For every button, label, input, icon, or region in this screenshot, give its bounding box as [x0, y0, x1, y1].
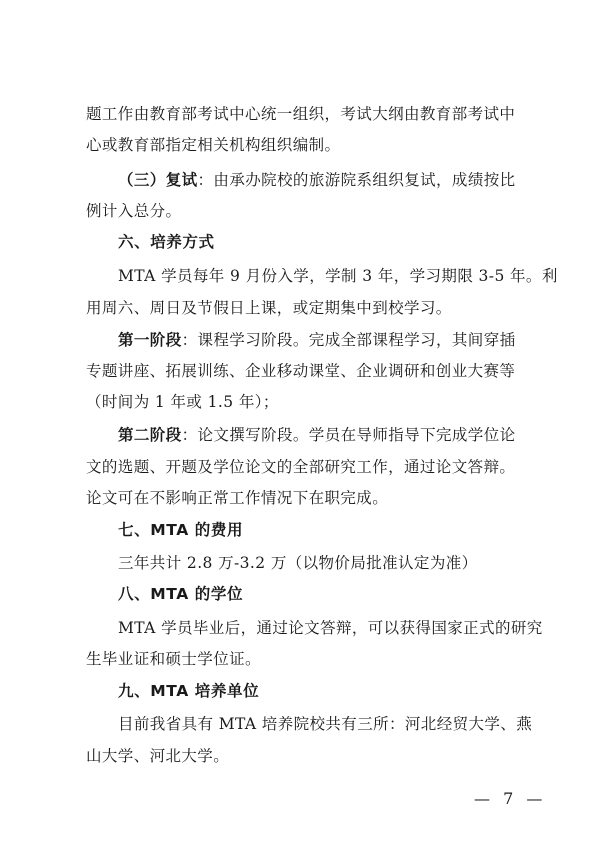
- paragraph-line: 心或教育部指定相关机构组织编制。: [86, 136, 341, 154]
- section-heading-training-mode: 六、培养方式: [118, 233, 215, 251]
- paragraph-line: 目前我省具有 MTA 培养院校共有三所：河北经贸大学、燕: [118, 715, 533, 733]
- section-heading-fees: 七、MTA 的费用: [118, 521, 244, 539]
- retest-label: （三）复试: [118, 171, 198, 189]
- paragraph-line: 山大学、河北大学。: [86, 747, 230, 765]
- stage-one-text: ：课程学习阶段。完成全部课程学习，其间穿插: [181, 331, 516, 349]
- section-heading-degree: 八、MTA 的学位: [118, 585, 244, 603]
- paragraph-line: MTA 学员每年 9 月份入学，学制 3 年，学习期限 3-5 年。利: [118, 267, 558, 285]
- retest-text: ：由承办院校的旅游院系组织复试，成绩按比: [197, 171, 516, 189]
- paragraph-line: 题工作由教育部考试中心统一组织，考试大纲由教育部考试中: [86, 105, 516, 123]
- paragraph-line: MTA 学员毕业后，通过论文答辩，可以获得国家正式的研究: [118, 619, 543, 637]
- stage-two-label: 第二阶段: [118, 426, 182, 444]
- section-heading-institutions: 九、MTA 培养单位: [118, 682, 260, 700]
- retest-paragraph-line: [118, 170, 546, 190]
- paragraph-line: 论文可在不影响正常工作情况下在职完成。: [86, 489, 389, 507]
- stage-two-paragraph-line: [118, 425, 546, 445]
- stage-one-label: 第一阶段: [118, 331, 182, 349]
- paragraph-line: 生毕业证和硕士学位证。: [86, 650, 261, 668]
- paragraph-line: （时间为 1 年或 1.5 年）；: [86, 393, 279, 411]
- stage-two-text: ：论文撰写阶段。学员在导师指导下完成学位论: [181, 426, 516, 444]
- page-number: — 7 —: [474, 789, 547, 808]
- paragraph-line: 用周六、周日及节假日上课，或定期集中到校学习。: [86, 299, 452, 317]
- paragraph-line: 例计入总分。: [86, 202, 182, 220]
- paragraph-line: 三年共计 2.8 万-3.2 万（以物价局批准认定为准）: [118, 554, 478, 572]
- paragraph-line: 文的选题、开题及学位论文的全部研究工作，通过论文答辩。: [86, 458, 516, 476]
- paragraph-line: 专题讲座、拓展训练、企业移动课堂、企业调研和创业大赛等: [86, 362, 516, 380]
- stage-one-paragraph-line: [118, 330, 546, 350]
